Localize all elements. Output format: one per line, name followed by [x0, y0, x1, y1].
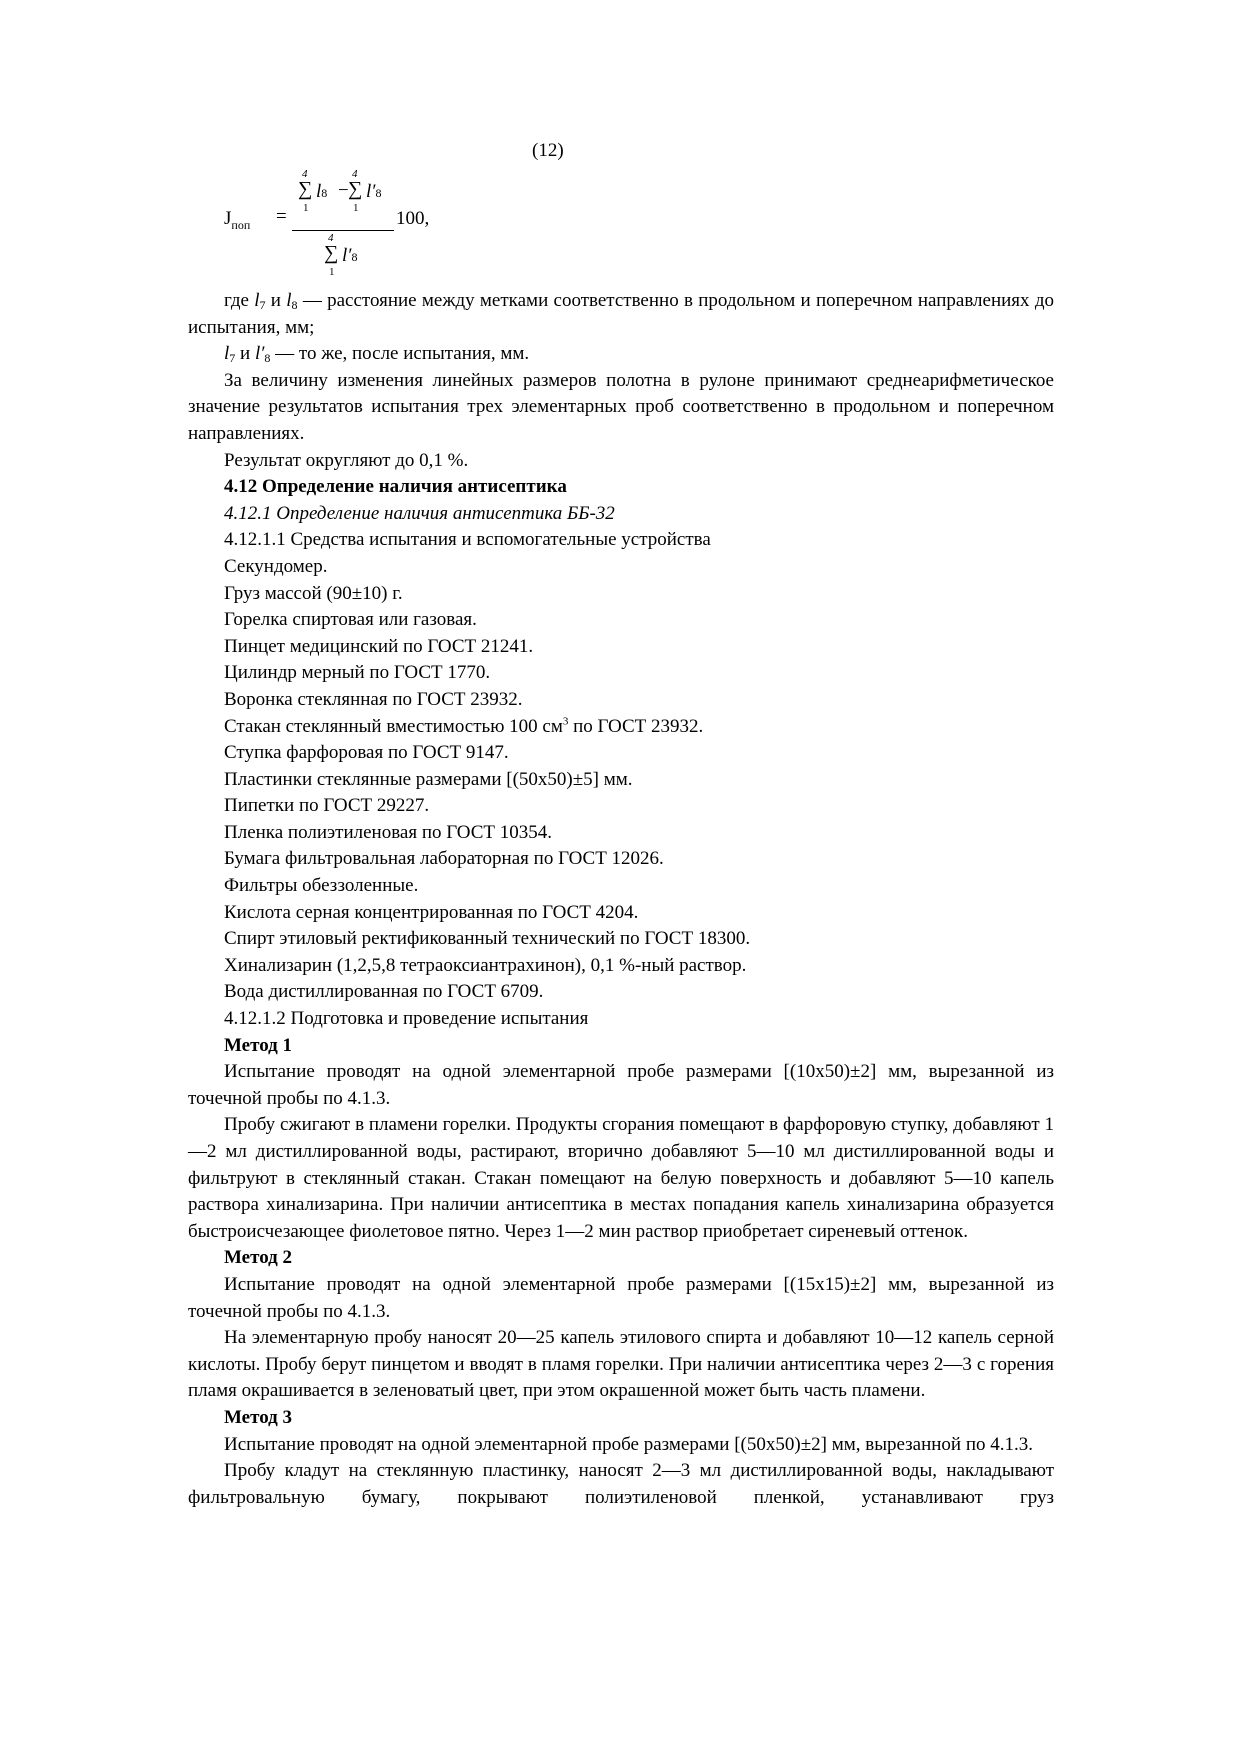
num-var-a-subscript: 8	[321, 186, 328, 200]
fraction-line	[292, 230, 394, 231]
equipment-item: Вода дистиллированная по ГОСТ 6709.	[224, 981, 544, 1003]
method-1-paragraph: Испытание проводят на одной элементарной пробе размерами [(10х50)±2] мм, вырезанной из точечной пробы по 4.1.3.	[188, 1061, 1054, 1109]
var-l: l	[254, 290, 260, 311]
formula-equals: =	[276, 206, 287, 227]
method-2-heading: Метод 2	[224, 1247, 293, 1269]
body-text	[188, 288, 1054, 1511]
formula-lhs-subscript: поп	[231, 217, 251, 232]
definition-text: — расстояние между метками соответственно в продольном и поперечном направлениях до испытания, мм;	[188, 290, 1054, 338]
method-2-paragraph: На элементарную пробу наносят 20—25 капель этилового спирта и добавляют 10—12 капель серной кислоты. Пробу берут пинцетом и вводят в пламя горелки. При наличии антисептика через 2—3 с горения пламя окрашивается в зеленоватый цвет, при этом окрашенной может быть часть пламени.	[188, 1327, 1054, 1402]
equation-number: (12)	[532, 140, 564, 161]
formula-minus: −	[338, 180, 349, 201]
var-sub: 8	[264, 351, 271, 366]
num-var-a	[316, 181, 327, 203]
equipment-item: Спирт этиловый ректификованный технический по ГОСТ 18300.	[224, 928, 751, 950]
equipment-item: Ступка фарфоровая по ГОСТ 9147.	[224, 742, 509, 764]
equipment-item: Горелка спиртовая или газовая.	[224, 609, 477, 631]
den-var-symbol: l′	[342, 245, 352, 266]
definition-paragraph	[188, 288, 1054, 341]
sum1-sign: ∑	[298, 178, 313, 200]
var-sub: 8	[291, 298, 298, 312]
and-text: и	[265, 290, 287, 311]
sum2-sign: ∑	[348, 178, 363, 200]
method-2-paragraph: Испытание проводят на одной элементарной пробе размерами [(15х15)±2] мм, вырезанной из точечной пробы по 4.1.3.	[188, 1273, 1054, 1322]
formula-j-pop	[224, 168, 464, 288]
same-text: — то же, после испытания, мм.	[270, 343, 530, 365]
num-var-b	[366, 181, 381, 203]
sum2-lower: 1	[353, 202, 359, 214]
method-3-paragraph: Пробу кладут на стеклянную пластинку, наносят 2—3 мл дистиллированной воды, накладывают фильтровальную бумагу, покрывают полиэтиленовой пленкой, устанавливают груз	[188, 1460, 1054, 1508]
den-var	[342, 245, 357, 267]
equipment-item: Груз массой (90±10) г.	[224, 582, 403, 604]
equipment-item: Фильтры обеззоленные.	[224, 875, 419, 897]
sum3-lower: 1	[329, 266, 335, 278]
clause-heading-4-12-1-2: 4.12.1.2 Подготовка и проведение испытания	[224, 1008, 589, 1030]
subsection-heading-4-12-1: 4.12.1 Определение наличия антисептика ББ-32	[224, 502, 615, 524]
equipment-item: Пленка полиэтиленовая по ГОСТ 10354.	[224, 821, 553, 843]
equipment-item: Пипетки по ГОСТ 29227.	[224, 795, 430, 817]
mean-paragraph: За величину изменения линейных размеров полотна в рулоне принимают среднеарифметическое значение результатов испытания трех элементарных проб соответственно в продольном и поперечном направлениях.	[188, 369, 1054, 444]
sum3-sign: ∑	[324, 242, 339, 264]
num-var-b-symbol: l′	[366, 181, 376, 202]
sum1-lower: 1	[303, 202, 309, 214]
same-paragraph	[188, 341, 1054, 368]
sum1-upper: 4	[302, 168, 308, 180]
formula-multiplier: 100,	[396, 208, 430, 229]
equipment-item: Пинцет медицинский по ГОСТ 21241.	[224, 635, 534, 657]
clause-heading-4-12-1-1: 4.12.1.1 Средства испытания и вспомогательные устройства	[224, 529, 711, 551]
equipment-item: Пластинки стеклянные размерами [(50х50)±5] мм.	[224, 768, 633, 790]
equipment-item	[188, 714, 1054, 741]
var-l: l	[286, 290, 292, 311]
equipment-item: Цилиндр мерный по ГОСТ 1770.	[224, 662, 491, 684]
where-text: где	[224, 290, 255, 311]
var-l-prime: l′	[254, 343, 265, 365]
var-sub: 7	[229, 351, 236, 366]
var-sub: 7	[259, 298, 266, 312]
num-var-b-subscript: 8	[375, 186, 382, 200]
glass-text: Стакан стеклянный вместимостью 100 см	[224, 715, 563, 737]
method-1-paragraph: Пробу сжигают в пламени горелки. Продукты сгорания помещают в фарфоровую ступку, добавляют 1—2 мл дистиллированной воды, растирают, вторично добавляют 5—10 мл дистиллированной воды и фильтруют в стеклянный стакан. Стакан помещают на белую поверхность и добавляют 5—10 капель раствора хинализарина. При наличии антисептика в местах попадания капель хинализарина образуется быстроисчезающее фиолетовое пятно. Через 1—2 мин раствор приобретает сиреневый оттенок.	[188, 1114, 1054, 1242]
den-var-subscript: 8	[351, 250, 358, 264]
formula-lhs	[224, 208, 250, 233]
sum2-upper: 4	[352, 168, 358, 180]
equipment-item: Бумага фильтровальная лабораторная по ГОСТ 12026.	[224, 848, 664, 870]
and-text: и	[235, 343, 255, 365]
superscript: 3	[562, 715, 569, 728]
equipment-item: Воронка стеклянная по ГОСТ 23932.	[224, 688, 523, 710]
method-3-heading: Метод 3	[224, 1406, 293, 1428]
method-3-paragraph: Испытание проводят на одной элементарной пробе размерами [(50х50)±2] мм, вырезанной по 4.1.3.	[224, 1433, 1034, 1455]
equipment-item: Секундомер.	[224, 555, 328, 577]
equipment-item: Кислота серная концентрированная по ГОСТ 4204.	[224, 901, 639, 923]
glass-text-end: по ГОСТ 23932.	[568, 715, 704, 737]
formula-lhs-symbol: J	[224, 208, 232, 229]
method-1-heading: Метод 1	[224, 1034, 293, 1056]
num-var-a-symbol: l	[316, 181, 322, 202]
round-paragraph: Результат округляют до 0,1 %.	[224, 449, 469, 471]
sum3-upper: 4	[328, 232, 334, 244]
section-heading-4-12: 4.12 Определение наличия антисептика	[224, 476, 567, 498]
var-l: l	[224, 343, 230, 365]
equipment-item: Хинализарин (1,2,5,8 тетраоксиантрахинон), 0,1 %-ный раствор.	[224, 954, 747, 976]
